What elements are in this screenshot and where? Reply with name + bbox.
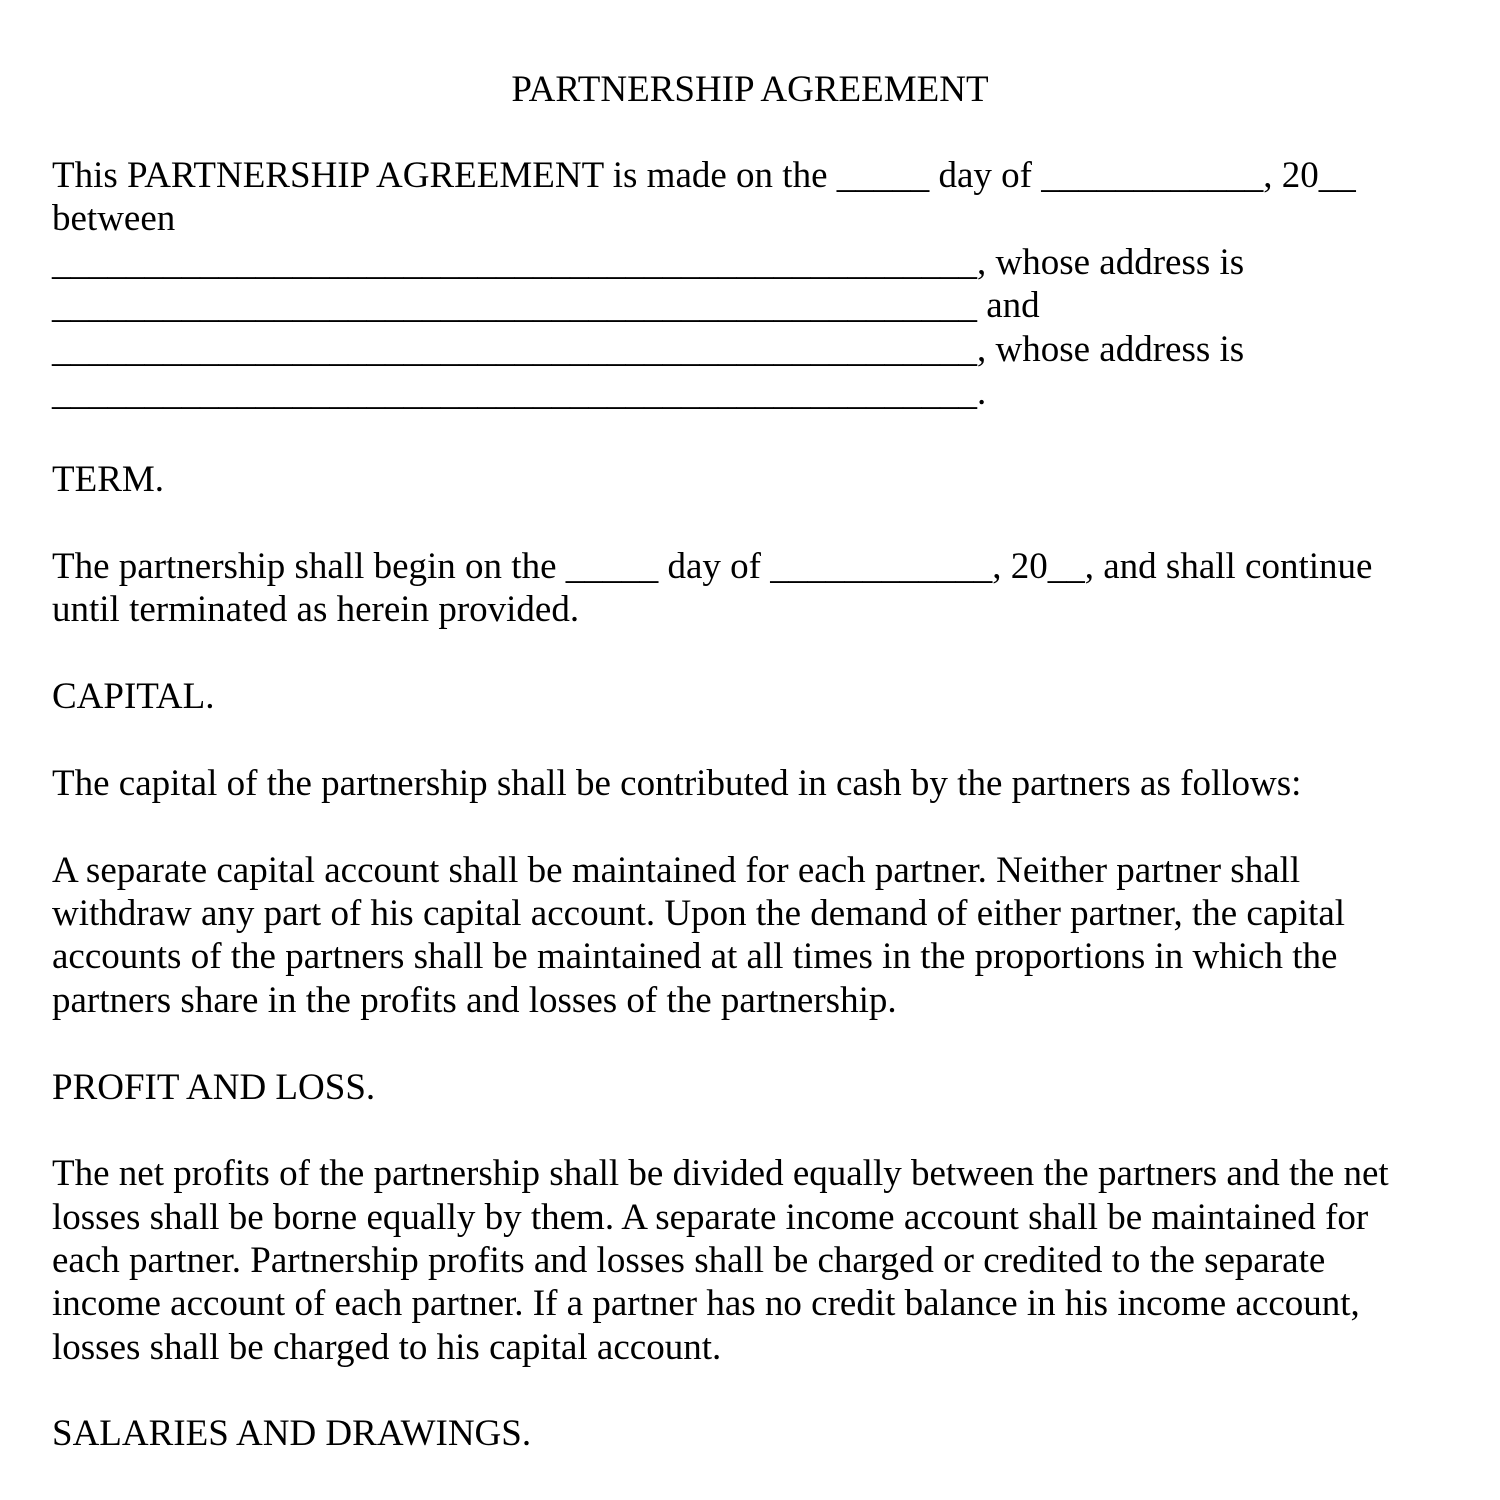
section-heading-term: TERM. [52, 459, 165, 500]
intro-line: __________________________________________________, whose address is [52, 242, 1245, 283]
intro-line: __________________________________________________. [52, 372, 987, 413]
intro-line: __________________________________________________, whose address is [52, 329, 1245, 370]
term-line: The partnership shall begin on the _____ day of ____________, 20__, and shall continue [52, 546, 1373, 587]
document-title: PARTNERSHIP AGREEMENT [511, 69, 989, 110]
profit-loss-line: losses shall be borne equally by them. A separate income account shall be maintained for [52, 1197, 1369, 1238]
intro-line: This PARTNERSHIP AGREEMENT is made on the _____ day of ____________, 20__ [52, 155, 1356, 196]
section-heading-capital: CAPITAL. [52, 676, 215, 717]
section-heading-profit-and-loss: PROFIT AND LOSS. [52, 1067, 376, 1108]
capital-line: A separate capital account shall be maintained for each partner. Neither partner shall [52, 850, 1301, 891]
capital-line: withdraw any part of his capital account. Upon the demand of either partner, the capital [52, 893, 1346, 934]
term-line: until terminated as herein provided. [52, 589, 580, 630]
capital-line: accounts of the partners shall be maintained at all times in the proportions in which the [52, 936, 1338, 977]
capital-line: partners share in the profits and losses of the partnership. [52, 980, 897, 1021]
profit-loss-line: each partner. Partnership profits and losses shall be charged or credited to the separate [52, 1240, 1326, 1281]
profit-loss-line: losses shall be charged to his capital account. [52, 1327, 722, 1368]
profit-loss-line: income account of each partner. If a partner has no credit balance in his income account, [52, 1283, 1360, 1324]
intro-line: between [52, 198, 176, 239]
capital-line: The capital of the partnership shall be contributed in cash by the partners as follows: [52, 763, 1302, 804]
profit-loss-line: The net profits of the partnership shall be divided equally between the partners and the net [52, 1153, 1389, 1194]
section-heading-salaries-and-drawings: SALARIES AND DRAWINGS. [52, 1413, 532, 1454]
intro-line: __________________________________________________ and [52, 285, 1040, 326]
